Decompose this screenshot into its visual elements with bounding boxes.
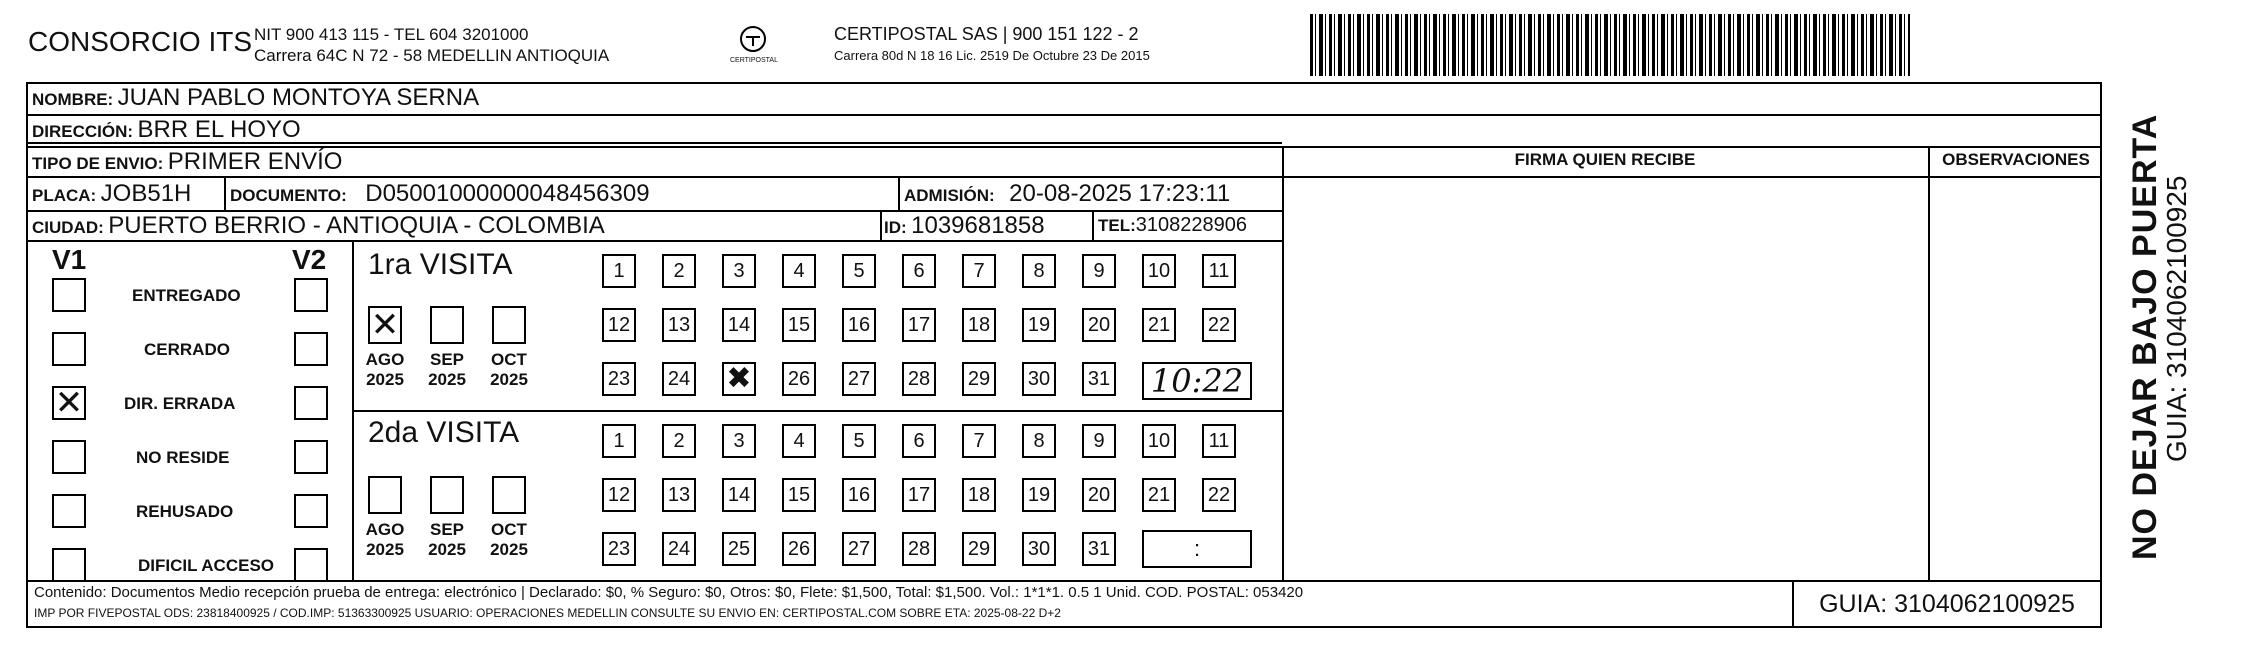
status-option-label: CERRADO [144,340,230,359]
month-checkbox[interactable] [430,476,464,514]
id-value: 1039681858 [911,212,1045,239]
footer-print-info: IMP POR FIVEPOSTAL ODS: 23818400925 / COD.IMP: 51363300925 USUARIO: OPERACIONES MEDELLIN CONSULTE SU ENVIO EN: CERTIPOSTAL.COM SOBRE ETA: 2025-08-22 D+2 [34,606,1061,620]
day-box[interactable]: 28 [902,362,936,396]
month-label: AGO 2025 [365,520,405,559]
shipment-type-row [32,148,342,176]
day-box[interactable]: 22 [1202,308,1236,342]
day-box[interactable]: 12 [602,478,636,512]
id-label: ID: [884,218,907,237]
plate-label: PLACA: [32,186,97,205]
v2-checkbox[interactable] [294,440,328,474]
month-label: SEP 2025 [428,520,466,559]
day-box[interactable]: 17 [902,478,936,512]
visit1-time[interactable]: 10:22 [1142,362,1252,400]
day-box[interactable]: 13 [662,478,696,512]
day-box[interactable]: 7 [962,424,996,458]
company-address: Carrera 64C N 72 - 58 MEDELLIN ANTIOQUIA [254,46,610,65]
observations-label: OBSERVACIONES [1942,150,2090,169]
status-option-label: NO RESIDE [136,448,230,467]
address-label: DIRECCIÓN: [32,122,134,141]
city-value: PUERTO BERRIO - ANTIOQUIA - COLOMBIA [108,212,605,239]
certipostal-logo [730,24,776,64]
document-row [230,180,650,208]
day-box[interactable]: 29 [962,532,996,566]
day-box[interactable]: 5 [842,424,876,458]
day-box[interactable]: 11 [1202,424,1236,458]
status-option-label: DIFICIL ACCESO [138,556,275,575]
day-box[interactable]: 28 [902,532,936,566]
day-box[interactable]: 14 [722,478,756,512]
day-box[interactable]: 23 [602,532,636,566]
tel-value: 3108228906 [1135,214,1248,236]
day-box[interactable]: 26 [782,362,816,396]
barcode [1310,14,1910,76]
day-box[interactable]: 27 [842,532,876,566]
day-box[interactable]: 22 [1202,478,1236,512]
day-box[interactable]: 31 [1082,532,1116,566]
day-box[interactable]: 9 [1082,424,1116,458]
address-row [32,116,301,144]
day-box[interactable]: 2 [662,424,696,458]
day-box[interactable]: 10 [1142,424,1176,458]
v2-checkbox[interactable] [294,278,328,312]
check-x-icon: ✖ [726,362,752,395]
v1-checkbox[interactable] [52,494,86,528]
tel-label: TEL: [1098,216,1136,235]
day-box[interactable]: 18 [962,308,996,342]
day-box[interactable] [722,362,756,396]
check-x-icon: ✕ [370,306,400,344]
day-box[interactable]: 5 [842,254,876,288]
tel-row [1098,214,1247,237]
day-box[interactable]: 16 [842,478,876,512]
visit1-title: 1ra VISITA [368,248,513,281]
status-option-label: ENTREGADO [132,286,241,305]
id-row [884,212,1045,240]
day-box[interactable]: 4 [782,424,816,458]
day-box[interactable]: 9 [1082,254,1116,288]
shipment-type: PRIMER ENVÍO [167,148,343,175]
month-label: AGO 2025 [365,350,405,389]
day-box[interactable]: 26 [782,532,816,566]
day-box[interactable]: 8 [1022,424,1056,458]
day-box[interactable]: 23 [602,362,636,396]
document-value: D05001000000048456309 [365,180,650,207]
day-box[interactable]: 16 [842,308,876,342]
month-checkbox[interactable] [368,476,402,514]
v1-checkbox[interactable] [52,278,86,312]
shipment-type-label: TIPO DE ENVIO: [32,154,164,173]
day-box[interactable]: 12 [602,308,636,342]
day-box[interactable]: 6 [902,424,936,458]
footer-guia: GUIA: 3104062100925 [1819,590,2075,618]
day-box[interactable]: 15 [782,308,816,342]
day-box[interactable]: 31 [1082,362,1116,396]
day-box[interactable]: 25 [722,532,756,566]
day-box[interactable]: 3 [722,424,756,458]
day-box[interactable]: 8 [1022,254,1056,288]
day-box[interactable]: 1 [602,424,636,458]
month-label: OCT 2025 [490,350,528,389]
day-box[interactable]: 15 [782,478,816,512]
v2-checkbox[interactable] [294,386,328,420]
status-option-label: DIR. ERRADA [124,394,236,413]
name-label: NOMBRE: [32,90,114,109]
v2-checkbox[interactable] [294,332,328,366]
footer-content: Contenido: Documentos Medio recepción prueba de entrega: electrónico | Declarado: $0, % Seguro: $0, Otros: $0, Flete: $1,500, Total: $1,500. Vol.: 1*1*1. 0.5 1 Unid. COD. POSTAL: 053420 [34,584,1304,601]
day-box[interactable]: 30 [1022,362,1056,396]
day-box[interactable]: 3 [722,254,756,288]
day-box[interactable]: 2 [662,254,696,288]
company-info [254,24,609,66]
signature-label: FIRMA QUIEN RECIBE [1514,150,1696,169]
v1-checkbox[interactable] [52,440,86,474]
plate-value: JOB51H [100,180,192,207]
admission-row [904,180,1230,208]
carrier-line: CERTIPOSTAL SAS | 900 151 122 - 2 [834,24,1139,44]
rule [28,114,2102,116]
v2-checkbox[interactable] [294,494,328,528]
day-box[interactable]: 13 [662,308,696,342]
plate-row [32,180,191,208]
carrier-info [834,24,1150,63]
company-nit: NIT 900 413 115 - TEL 604 3201000 [254,25,529,44]
logo-icon [738,24,768,54]
city-label: CIUDAD: [32,218,104,237]
admission-value: 20-08-2025 17:23:11 [1009,180,1231,207]
day-box[interactable]: 6 [902,254,936,288]
month-checkbox[interactable] [368,306,402,344]
v2-header: V2 [292,244,327,275]
day-box[interactable]: 11 [1202,254,1236,288]
carrier-address: Carrera 80d N 18 16 Lic. 2519 De Octubre 23 De 2015 [834,48,1150,63]
month-label: OCT 2025 [490,520,528,559]
day-box[interactable]: 1 [602,254,636,288]
day-box[interactable]: 14 [722,308,756,342]
side-guia: GUIA: 3104062100925 [2161,175,2192,462]
day-box[interactable]: 18 [962,478,996,512]
day-box[interactable]: 24 [662,362,696,396]
v1-checkbox[interactable] [52,386,86,420]
recipient-address: BRR EL HOYO [137,116,301,143]
visit2-time[interactable]: : [1142,530,1252,568]
city-row [32,212,605,240]
v2-checkbox[interactable] [294,548,328,582]
day-box[interactable]: 30 [1022,532,1056,566]
side-note [2126,114,2193,560]
day-box[interactable]: 7 [962,254,996,288]
status-option-label: REHUSADO [136,502,234,521]
day-box[interactable]: 20 [1082,478,1116,512]
visit2-title: 2da VISITA [368,416,520,449]
month-checkbox[interactable] [492,476,526,514]
day-box[interactable]: 19 [1022,308,1056,342]
day-box[interactable]: 20 [1082,308,1116,342]
logo-text: CERTIPOSTAL [730,57,778,64]
month-checkbox[interactable] [430,306,464,344]
v1-checkbox[interactable] [52,548,86,582]
day-box[interactable]: 4 [782,254,816,288]
check-x-icon: ✕ [54,384,84,422]
v1-checkbox[interactable] [52,332,86,366]
recipient-name-row [32,84,479,112]
v1-header: V1 [52,244,87,275]
day-box[interactable]: 10 [1142,254,1176,288]
month-checkbox[interactable] [492,306,526,344]
day-box[interactable]: 17 [902,308,936,342]
recipient-name: JUAN PABLO MONTOYA SERNA [117,84,480,111]
admission-label: ADMISIÓN: [904,186,995,205]
day-box[interactable]: 27 [842,362,876,396]
month-label: SEP 2025 [428,350,466,389]
day-box[interactable]: 21 [1142,478,1176,512]
day-box[interactable]: 21 [1142,308,1176,342]
document-label: DOCUMENTO: [230,186,347,205]
company-name: CONSORCIO ITS [28,26,253,57]
day-box[interactable]: 19 [1022,478,1056,512]
side-warning: NO DEJAR BAJO PUERTA [2126,113,2164,560]
day-box[interactable]: 29 [962,362,996,396]
day-box[interactable]: 24 [662,532,696,566]
